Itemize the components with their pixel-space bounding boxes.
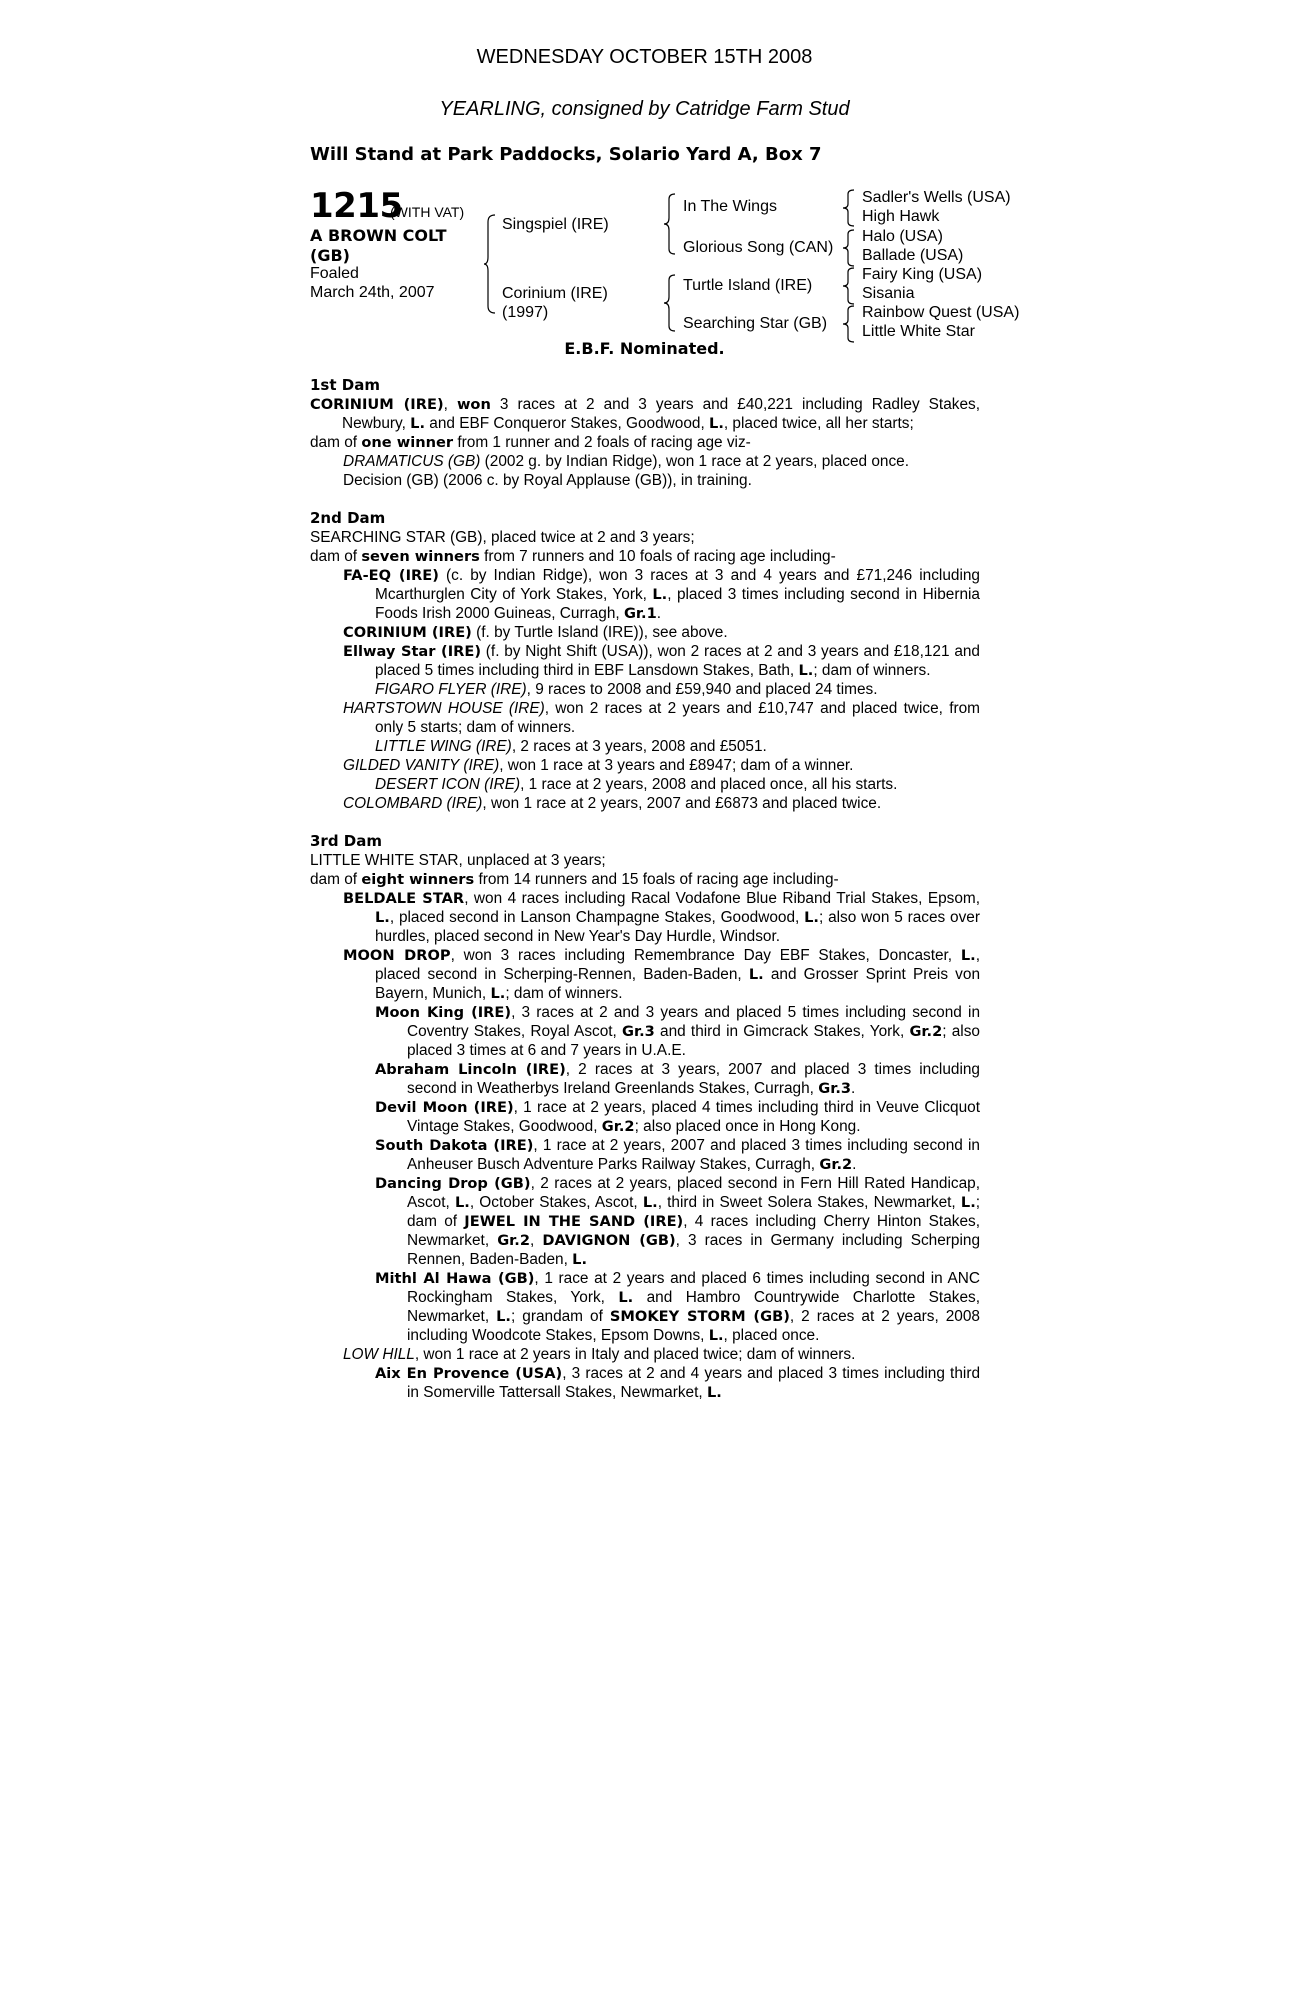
pedigree-g-ssd: High Hawk xyxy=(862,208,940,225)
vat-label: (WITH VAT) xyxy=(390,204,465,220)
pedigree-dam-year: (1997) xyxy=(502,304,549,321)
produce-corinium: CORINIUM (IRE) (f. by Turtle Island (IRE)), see above. xyxy=(343,624,728,641)
produce-low-hill: LOW HILL, won 1 race at 2 years in Italy and placed twice; dam of winners. xyxy=(343,1346,856,1363)
foaled-info xyxy=(310,264,435,302)
produce-beldale-star: BELDALE STAR, won 4 races including Racal Vodafone Blue Riband Trial Stakes, Epsom, L., placed second in Lanson Champagne Stakes, Goodwood, L.; also won 5 races over hurdles, placed second in New Year's Day Hurdle, Windsor. xyxy=(343,890,981,945)
produce-moon-drop: MOON DROP, won 3 races including Remembrance Day EBF Stakes, Doncaster, L., placed second in Scherping-Rennen, Baden-Baden, L. and Grosser Sprint Preis von Bayern, Munich, L.; dam of winners. xyxy=(343,947,980,1002)
pedigree-g-sds: Halo (USA) xyxy=(862,228,943,245)
second-dam-produce-line: dam of seven winners from 7 runners and 10 foals of racing age including- xyxy=(310,548,836,565)
produce-dramaticus: DRAMATICUS (GB) (2002 g. by Indian Ridge), won 1 race at 2 years, placed once. xyxy=(343,453,910,470)
foaled-date: March 24th, 2007 xyxy=(310,284,435,301)
pedigree-g-dsd: Sisania xyxy=(862,285,915,302)
pedigree-brace-main xyxy=(484,214,496,314)
third-dam-entry: LITTLE WHITE STAR, unplaced at 3 years; xyxy=(310,852,606,869)
pedigree-dam: Corinium (IRE) xyxy=(502,285,608,302)
produce-decision: Decision (GB) (2006 c. by Royal Applause (GB)), in training. xyxy=(343,472,752,489)
produce-abraham-lincoln: Abraham Lincoln (IRE), 2 races at 3 years, 2007 and placed 3 times including second in Weatherbys Ireland Greenlands Stakes, Curragh, Gr.3. xyxy=(375,1061,980,1097)
pedigree-sire-sire: In The Wings xyxy=(683,198,777,215)
consignment-line: YEARLING, consigned by Catridge Farm Stud xyxy=(439,98,850,120)
pedigree-brace-g4 xyxy=(843,305,855,343)
second-dam-heading: 2nd Dam xyxy=(310,509,386,527)
pedigree-brace-dam xyxy=(664,274,676,332)
pedigree-brace-g2 xyxy=(843,229,855,267)
lot-number: 1215 xyxy=(310,186,403,226)
second-dam-entry: SEARCHING STAR (GB), placed twice at 2 and 3 years; xyxy=(310,529,695,546)
pedigree-sire: Singspiel (IRE) xyxy=(502,216,609,233)
first-dam-heading: 1st Dam xyxy=(310,376,380,394)
pedigree-g-sss: Sadler's Wells (USA) xyxy=(862,189,1011,206)
produce-moon-king: Moon King (IRE), 3 races at 2 and 3 years and placed 5 times including second in Coventry Stakes, Royal Ascot, Gr.3 and third in Gimcrack Stakes, York, Gr.2; also placed 3 times at 6 and 7 years in U.A.E. xyxy=(375,1004,981,1059)
ebf-nominated: E.B.F. Nominated. xyxy=(564,339,725,358)
produce-fa-eq: FA-EQ (IRE) (c. by Indian Ridge), won 3 races at 3 and 4 years and £71,246 including Mcarthurglen City of York Stakes, York, L., placed 3 times including second in Hibernia Foods Irish 2000 Guineas, Curragh, Gr.1. xyxy=(343,567,980,622)
pedigree-dam-sire: Turtle Island (IRE) xyxy=(683,277,813,294)
produce-south-dakota: South Dakota (IRE), 1 race at 2 years, 2007 and placed 3 times including second in Anheuser Busch Adventure Parks Railway Stakes, Curragh, Gr.2. xyxy=(375,1137,980,1173)
produce-figaro-flyer: FIGARO FLYER (IRE), 9 races to 2008 and £59,940 and placed 24 times. xyxy=(375,681,878,698)
produce-aix-en-provence: Aix En Provence (USA), 3 races at 2 and 4 years and placed 3 times including third in Somerville Tattersall Stakes, Newmarket, L. xyxy=(375,1365,980,1401)
sale-date: WEDNESDAY OCTOBER 15TH 2008 xyxy=(476,46,813,68)
produce-desert-icon: DESERT ICON (IRE), 1 race at 2 years, 2008 and placed once, all his starts. xyxy=(375,776,898,793)
pedigree-g-ddd: Little White Star xyxy=(862,323,975,340)
produce-little-wing: LITTLE WING (IRE), 2 races at 3 years, 2008 and £5051. xyxy=(375,738,767,755)
third-dam-heading: 3rd Dam xyxy=(310,832,382,850)
first-dam-produce-line: dam of one winner from 1 runner and 2 foals of racing age viz- xyxy=(310,434,751,451)
first-dam-entry: CORINIUM (IRE), won 3 races at 2 and 3 years and £40,221 including Radley Stakes, Newbury, L. and EBF Conqueror Stakes, Goodwood, L., placed twice, all her starts; xyxy=(310,396,980,432)
lot-description: A BROWN COLT (GB) xyxy=(310,226,447,265)
third-dam-produce-line: dam of eight winners from 14 runners and 15 foals of racing age including- xyxy=(310,871,839,888)
foaled-label: Foaled xyxy=(310,265,359,282)
produce-ellway-star: Ellway Star (IRE) (f. by Night Shift (USA)), won 2 races at 2 and 3 years and £18,121 and placed 5 times including third in EBF Lansdown Stakes, Bath, L.; dam of winners. xyxy=(343,643,980,679)
produce-colombard: COLOMBARD (IRE), won 1 race at 2 years, 2007 and £6873 and placed twice. xyxy=(343,795,882,812)
produce-hartstown-house: HARTSTOWN HOUSE (IRE), won 2 races at 2 years and £10,747 and placed twice, from only 5 starts; dam of winners. xyxy=(343,700,980,736)
produce-mithl-al-hawa: Mithl Al Hawa (GB), 1 race at 2 years and placed 6 times including second in ANC Rockingham Stakes, York, L. and Hambro Countrywide Charlotte Stakes, Newmarket, L.; grandam of SMOKEY STORM (GB), 2 races at 2 years, 2008 including Woodcote Stakes, Epsom Downs, L., placed once. xyxy=(375,1270,980,1344)
pedigree-g-sdd: Ballade (USA) xyxy=(862,247,964,264)
produce-dancing-drop: Dancing Drop (GB), 2 races at 2 years, placed second in Fern Hill Rated Handicap, Ascot, L., October Stakes, Ascot, L., third in Sweet Solera Stakes, Newmarket, L.; dam of JEWEL IN THE SAND (IRE), 4 races including Cherry Hinton Stakes, Newmarket, Gr.2, DAVIGNON (GB), 3 races in Germany including Scherping Rennen, Baden-Baden, L. xyxy=(375,1175,981,1268)
pedigree-g-dss: Fairy King (USA) xyxy=(862,266,983,283)
pedigree-g-dds: Rainbow Quest (USA) xyxy=(862,304,1020,321)
produce-devil-moon: Devil Moon (IRE), 1 race at 2 years, placed 4 times including third in Veuve Clicquot Vintage Stakes, Goodwood, Gr.2; also placed once in Hong Kong. xyxy=(375,1099,980,1135)
pedigree-dam-dam: Searching Star (GB) xyxy=(683,315,828,332)
pedigree-brace-sire xyxy=(664,193,676,255)
produce-gilded-vanity: GILDED VANITY (IRE), won 1 race at 3 years and £8947; dam of a winner. xyxy=(343,757,854,774)
stand-location: Will Stand at Park Paddocks, Solario Yard A, Box 7 xyxy=(310,144,822,165)
pedigree-brace-g3 xyxy=(843,267,855,305)
pedigree-brace-g1 xyxy=(843,189,855,227)
catalogue-body xyxy=(310,376,980,1402)
pedigree-sire-dam: Glorious Song (CAN) xyxy=(683,239,834,256)
